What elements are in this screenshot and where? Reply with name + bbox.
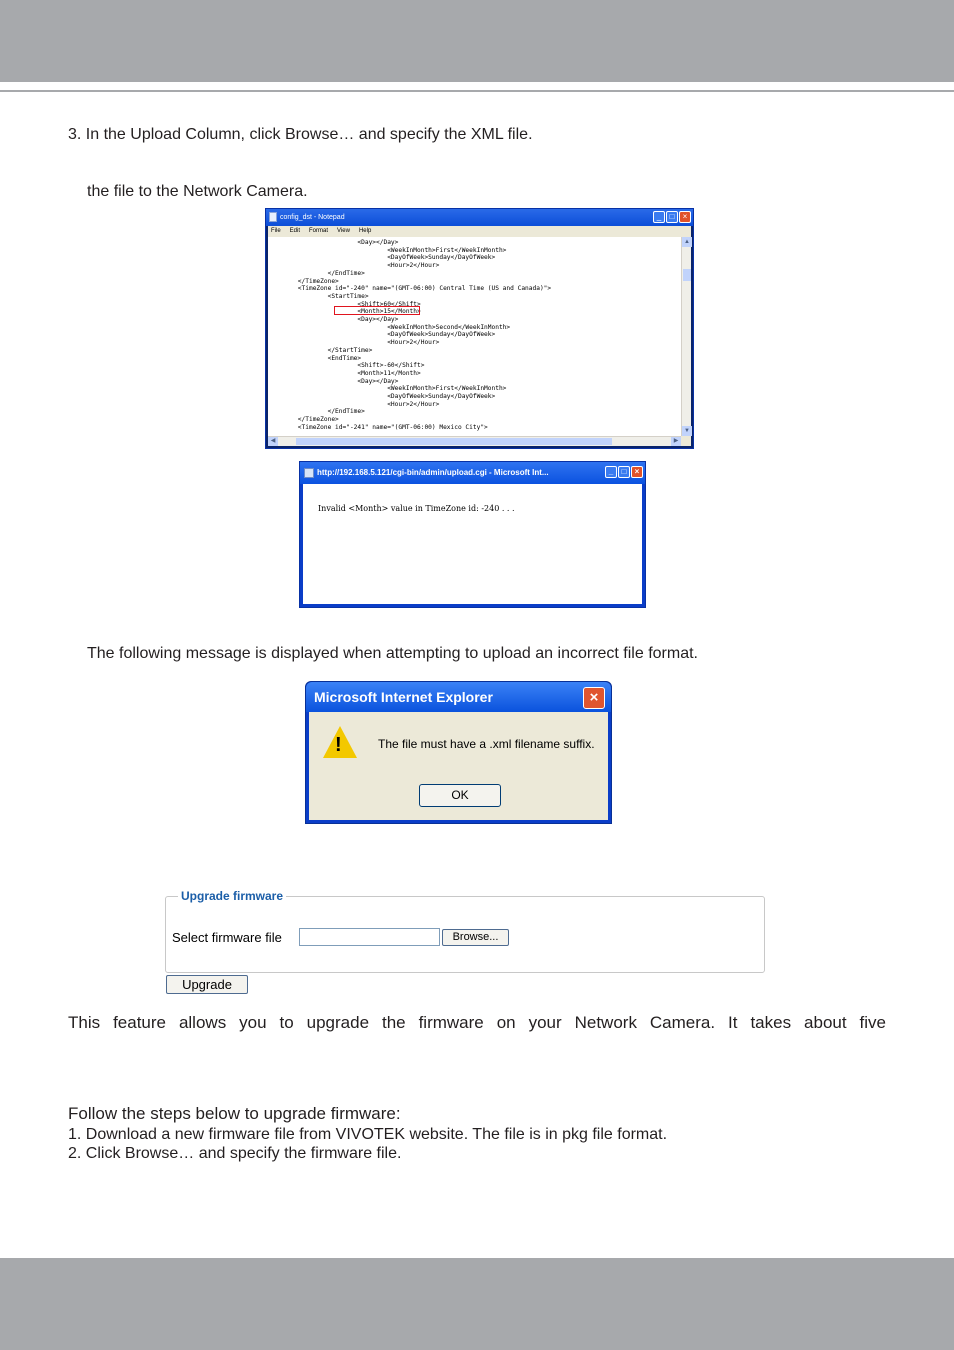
notepad-text-area[interactable] xyxy=(268,237,691,446)
notepad-line: <DayOfWeek>Sunday</DayOfWeek> xyxy=(268,254,496,262)
feature-description: This feature allows you to upgrade the firmware on your Network Camera. It takes about five xyxy=(68,1013,886,1032)
menu-file[interactable]: File xyxy=(271,228,281,234)
notepad-line: </TimeZone> xyxy=(268,277,339,285)
select-firmware-label: Select firmware file xyxy=(172,930,282,945)
notepad-line: <Hour>2</Hour> xyxy=(268,262,440,270)
scroll-down-icon[interactable]: ▼ xyxy=(682,426,692,436)
notepad-line: <WeekInMonth>First</WeekInMonth> xyxy=(268,246,507,254)
scroll-corner xyxy=(681,436,691,446)
notepad-line: <Hour>2</Hour> xyxy=(268,400,440,408)
scroll-up-icon[interactable]: ▲ xyxy=(682,237,692,247)
ie-title: http://192.168.5.121/cgi-bin/admin/upload.cgi - Microsoft Int... xyxy=(317,468,549,477)
ie-error-window xyxy=(299,461,646,608)
header-rule xyxy=(0,90,954,92)
notepad-line: <DayOfWeek>Sunday</DayOfWeek> xyxy=(268,393,496,401)
firmware-file-input[interactable] xyxy=(299,928,440,946)
notepad-icon xyxy=(269,212,277,222)
alert-close-icon[interactable]: × xyxy=(583,687,605,709)
notepad-line: </EndTime> xyxy=(268,269,365,277)
notepad-line: </StartTime> xyxy=(268,346,373,354)
vertical-scrollbar[interactable] xyxy=(681,237,691,436)
upgrade-firmware-fieldset xyxy=(165,889,765,973)
alert-message: The file must have a .xml filename suffix. xyxy=(378,737,595,751)
warning-mark-icon: ! xyxy=(335,734,342,756)
step-3-text: 3. In the Upload Column, click Browse… and specify the XML file. xyxy=(68,126,533,143)
menu-format[interactable]: Format xyxy=(309,228,329,234)
notepad-line: </TimeZone> xyxy=(268,416,339,424)
ie-maximize-icon[interactable]: □ xyxy=(618,466,630,478)
step-2-text: 2. Click Browse… and specify the firmware file. xyxy=(68,1145,402,1162)
steps-intro: Follow the steps below to upgrade firmware: xyxy=(68,1104,401,1123)
notepad-line: <WeekInMonth>Second</WeekInMonth> xyxy=(268,323,511,331)
notepad-menu-bar xyxy=(268,226,691,237)
notepad-line: <EndTime> xyxy=(268,354,362,362)
ie-close-icon[interactable]: × xyxy=(631,466,643,478)
notepad-window xyxy=(265,208,694,449)
alert-dialog xyxy=(305,681,612,824)
maximize-icon[interactable]: □ xyxy=(666,211,678,223)
incorrect-format-text: The following message is displayed when attempting to upload an incorrect file format. xyxy=(87,645,698,662)
header-band xyxy=(0,0,954,82)
notepad-line: <StartTime> xyxy=(268,292,369,300)
menu-help[interactable]: Help xyxy=(358,228,372,234)
step-1-text: 1. Download a new firmware file from VIVOTEK website. The file is in pkg file format. xyxy=(68,1126,668,1143)
alert-body xyxy=(309,712,608,820)
notepad-line: <DayOfWeek>Sunday</DayOfWeek> xyxy=(268,331,496,339)
ie-title-bar xyxy=(300,462,645,484)
notepad-line: <TimeZone id="-240" name="(GMT-06:00) Central Time (US and Canada)"> xyxy=(268,285,552,293)
ie-minimize-icon[interactable]: _ xyxy=(605,466,617,478)
scroll-left-icon[interactable]: ◀ xyxy=(268,437,278,446)
fieldset-legend: Upgrade firmware xyxy=(178,889,286,903)
browse-button[interactable]: Browse... xyxy=(442,929,509,946)
notepad-line: <Month>15</Month> xyxy=(268,308,421,316)
horizontal-scrollbar[interactable] xyxy=(268,436,681,446)
notepad-line: <Day></Day> xyxy=(268,316,399,324)
notepad-line: <Day></Day> xyxy=(268,239,399,246)
footer-band xyxy=(0,1258,954,1350)
notepad-title-bar xyxy=(266,209,693,226)
menu-edit[interactable]: Edit xyxy=(289,228,301,234)
ie-content xyxy=(303,484,642,604)
notepad-line: <TimeZone id="-241" name="(GMT-06:00) Mexico City"> xyxy=(268,423,488,431)
notepad-line: <WeekInMonth>First</WeekInMonth> xyxy=(268,385,507,393)
notepad-line: <Day></Day> xyxy=(268,377,399,385)
ok-button[interactable]: OK xyxy=(419,784,501,807)
notepad-line: <Shift>60</Shift> xyxy=(268,300,421,308)
file-to-camera-text: the file to the Network Camera. xyxy=(87,183,308,200)
close-icon[interactable]: × xyxy=(679,211,691,223)
notepad-title: config_dst - Notepad xyxy=(280,214,345,221)
scroll-thumb[interactable] xyxy=(683,269,691,281)
hscroll-thumb[interactable] xyxy=(296,438,612,445)
notepad-line: <Month>11</Month> xyxy=(268,369,421,377)
scroll-right-icon[interactable]: ▶ xyxy=(671,437,681,446)
menu-view[interactable]: View xyxy=(337,228,350,234)
minimize-icon[interactable]: _ xyxy=(653,211,665,223)
ie-error-message: Invalid <Month> value in TimeZone id: -240 . . . xyxy=(318,504,515,513)
alert-title: Microsoft Internet Explorer xyxy=(306,682,611,712)
month-highlight-box xyxy=(334,306,420,315)
notepad-line: </EndTime> xyxy=(268,408,365,416)
ie-page-icon xyxy=(304,468,314,478)
notepad-line: <Shift>-60</Shift> xyxy=(268,362,425,370)
notepad-line: <Hour>2</Hour> xyxy=(268,339,440,347)
notepad-text xyxy=(268,239,551,432)
upgrade-button[interactable]: Upgrade xyxy=(166,975,248,994)
